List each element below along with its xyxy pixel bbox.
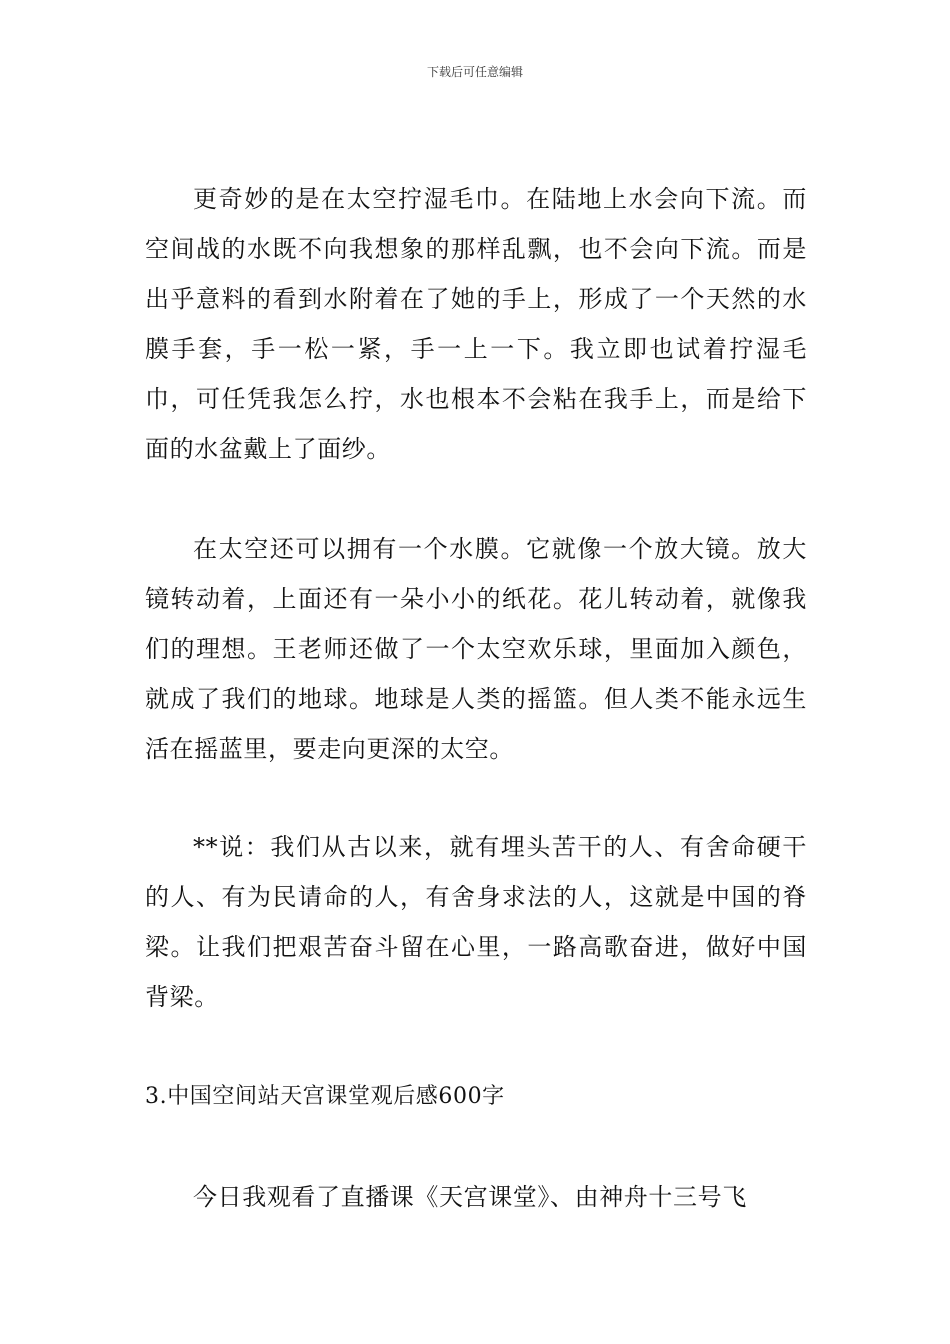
section-heading: 3.中国空间站天宫课堂观后感600字: [145, 1084, 505, 1109]
paragraph-water-film: 在太空还可以拥有一个水膜。它就像一个放大镜。放大镜转动着，上面还有一朵小小的纸花。花儿转动着，就像我们的理想。王老师还做了一个太空欢乐球，里面加入颜色，就成了我们的地球。地球是人类的摇篮。但人类不能永远生活在摇蓝里，要走向更深的太空。: [145, 535, 807, 763]
paragraph-wet-towel: 更奇妙的是在太空拧湿毛巾。在陆地上水会向下流。而空间战的水既不向我想象的那样乱飘，也不会向下流。而是出乎意料的看到水附着在了她的手上，形成了一个天然的水膜手套，手一松一紧，手一上一下。我立即也试着拧湿毛巾，可任凭我怎么拧，水也根本不会粘在我手上，而是给下面的水盆戴上了面纱。: [145, 185, 807, 463]
paragraph-china-backbone: **说：我们从古以来，就有埋头苦干的人、有舍命硬干的人、有为民请命的人，有舍身求法的人，这就是中国的脊梁。让我们把艰苦奋斗留在心里，一路高歌奋进，做好中国背梁。: [145, 833, 807, 1011]
paragraph-tiangong-class: 今日我观看了直播课《天宫课堂》、由神舟十三号飞: [193, 1183, 747, 1211]
page-header: 下载后可任意编辑: [426, 65, 523, 79]
